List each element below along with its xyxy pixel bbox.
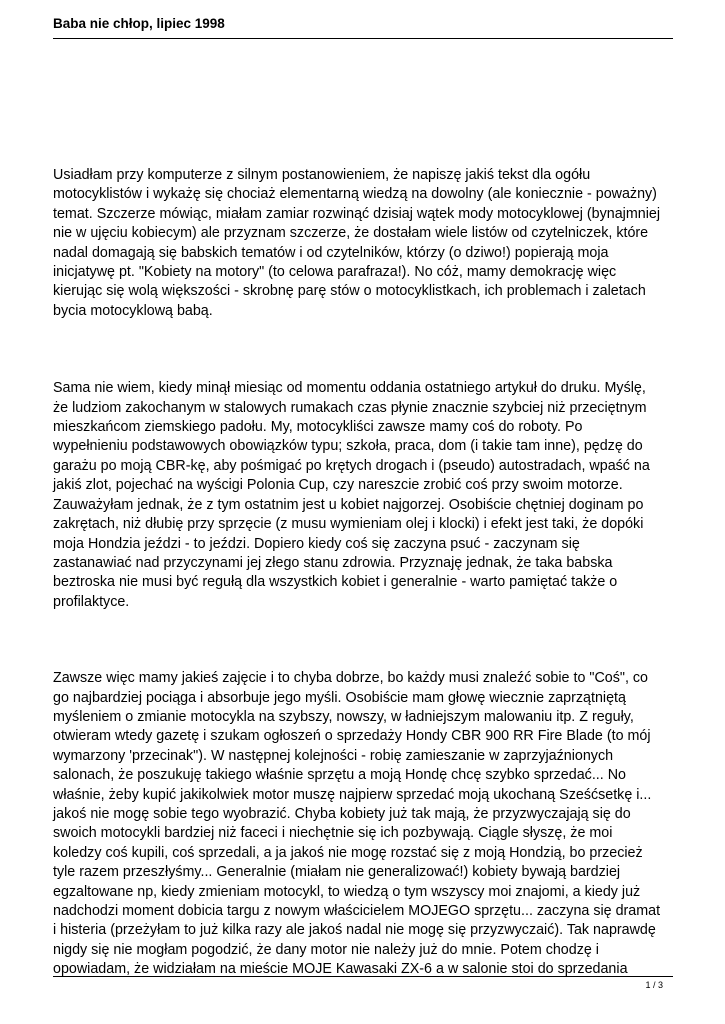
text-line: bycia motocyklową babą. bbox=[53, 302, 213, 319]
text-line: myśleniem o zmianie motocykla na szybszy, nowszy, w ładniejszym malowaniu itp. Z reguły, bbox=[53, 708, 634, 725]
page-header bbox=[53, 12, 673, 39]
text-line: Zawsze więc mamy jakieś zajęcie i to chyba dobrze, bo każdy musi znaleźć sobie to "Coś", co bbox=[53, 670, 648, 687]
text-line: temat. Szczerze mówiąc, miałam zamiar rozwinąć dzisiaj wątek mody motocyklowej (bynajmniej bbox=[53, 205, 661, 222]
text-line: Usiadłam przy komputerze z silnym postanowieniem, że napiszę jakiś tekst dla ogółu bbox=[53, 167, 591, 183]
text-line: egzaltowane np, kiedy zmieniam motocykl, to wiedzą o tym wszyscy moi znajomi, a kiedy już bbox=[53, 883, 641, 900]
paragraph-1 bbox=[53, 166, 678, 321]
text-line: moja Hondzia jeździ - to jeździ. Dopiero kiedy coś się zaczyna psuć - zaczynam się bbox=[53, 535, 580, 552]
text-line: i histeria (przeżyłam to już kilka razy ale jakoś nadal nie mogę się przyzwyczaić). Tak naprawdę bbox=[53, 922, 656, 939]
paragraph-3 bbox=[53, 669, 678, 980]
text-line: nadchodzi moment dobicia targu z nowym właścicielem MOJEGO sprzętu... zaczyna się dramat bbox=[53, 903, 661, 919]
text-line: wypełnieniu podstawowych obowiązków typu; szkoła, praca, dom (i takie tam inne), pędzę do bbox=[53, 438, 643, 455]
text-line: swoich motocykli bardziej niż faceci i niechętnie się ich pozbywają. Ciągle słyszę, że moi bbox=[53, 825, 613, 842]
text-line: jakiś zlot, pojechać na wyścigi Polonia Cup, czy nareszcie zrobić coś przy swoim motorze. bbox=[53, 477, 623, 494]
text-line: Zauważyłam jednak, że z tym ostatnim jest u kobiet najgorzej. Osobiście chętniej doginam po bbox=[53, 496, 644, 513]
text-line: otwieram wtedy gazetę i szukam ogłoszeń o sprzedaży Hondy CBR 900 RR Fire Blade (to mój bbox=[53, 728, 651, 745]
text-line: jakoś nie mogę sobie tego wyobrazić. Chyba kobiety już tak mają, że przyzwyczajają się do bbox=[53, 805, 631, 822]
text-line: kierując się wolą większości - skrobnę parę stów o motocyklistkach, ich problemach i zaletach bbox=[53, 283, 646, 300]
text-line: mieszkańcom ziemskiego padołu. My, motocykliści zawsze mamy coś do roboty. Po bbox=[53, 419, 583, 436]
text-line: motocyklistów i wykażę się chociaż elementarną wiedzą na dowolny (ale koniecznie - poważny) bbox=[53, 186, 657, 203]
text-line: salonach, że poszukuję takiego właśnie sprzętu a moją Hondę chcę szybko sprzedać... No bbox=[53, 767, 626, 784]
text-line: tyle razem przeszłyśmy... Generalnie (miałam nie generalizować!) kobiety bywają bardziej bbox=[53, 864, 621, 881]
paragraph-2 bbox=[53, 379, 678, 612]
text-line: beztroska nie musi być regułą dla wszystkich kobiet i generalnie - warto pamiętać także o bbox=[53, 574, 618, 591]
text-line: nigdy się nie mogłam pogodzić, że dany motor nie należy już do mnie. Potem chodzę i bbox=[53, 941, 599, 958]
text-line: nadal domagają się babskich tematów i od czytelników, którzy (o dziwo!) popierają moja bbox=[53, 244, 609, 261]
text-line: zakrętach, niż dłubię przy sprzęcie (z musu wymieniam olej i klocki) i efekt jest taki, że dopóki bbox=[53, 516, 644, 533]
text-line: profilaktyce. bbox=[53, 593, 130, 610]
text-line: wymarzony 'przecinak"). W następnej kolejności - robię zamieszanie w zaprzyjaźnionych bbox=[53, 747, 614, 764]
text-line: go najbardziej pociąga i absorbuje jego myśli. Osobiście mam głowę wiecznie zaprzątniętą bbox=[53, 689, 626, 706]
text-line: zastanawiać nad przyczynami jej złego stanu zdrowia. Przyznaję jednak, że taka babska bbox=[53, 554, 613, 571]
text-line: opowiadam, że widziałam na mieście MOJE Kawasaki ZX-6 a w salonie stoi do sprzedania bbox=[53, 961, 628, 978]
page-footer bbox=[53, 976, 673, 997]
page-number: 1 / 3 bbox=[645, 980, 663, 990]
text-line: koledzy coś kupili, coś sprzedali, a ja jakoś nie mogę rozstać się z moją Hondzią, bo przecież bbox=[53, 844, 643, 861]
text-line: Sama nie wiem, kiedy minął miesiąc od momentu oddania ostatniego artykuł do druku. Myślę, bbox=[53, 380, 646, 397]
article-body bbox=[53, 160, 678, 980]
text-line: nie w ujęciu kobiecym) ale przyznam szczerze, że dostałam wiele listów od czytelniczek, które bbox=[53, 225, 649, 242]
text-line: inicjatywę pt. "Kobiety na motory" (to celowa parafraza!). No cóż, mamy demokrację więc bbox=[53, 264, 617, 281]
text-line: że ludziom zakochanym w stalowych rumakach czas płynie znacznie szybciej niż przeciętnym bbox=[53, 399, 647, 416]
text-line: właśnie, żeby kupić jakikolwiek motor muszę najpierw sprzedać moją ukochaną Sześćsetkę i... bbox=[53, 786, 652, 803]
text-line: garażu po moją CBR-kę, aby pośmigać po krętych drogach i (pseudo) autostradach, wpaść na bbox=[53, 457, 650, 474]
document-title: Baba nie chłop, lipiec 1998 bbox=[53, 16, 225, 31]
